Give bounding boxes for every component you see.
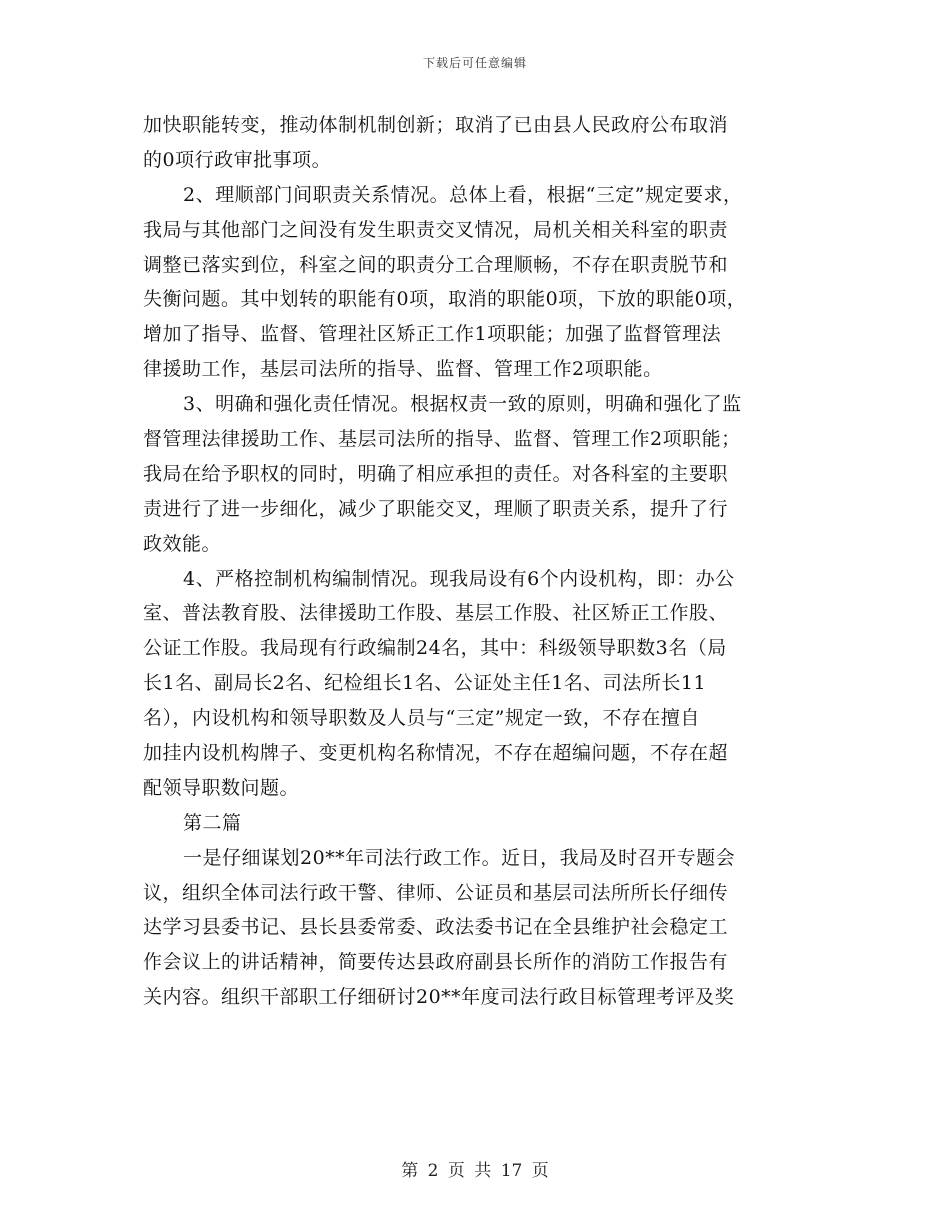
body-text-line: 3、明确和强化责任情况。根据权责一致的原则，明确和强化了监: [183, 393, 742, 416]
body-text-line: 失衡问题。其中划转的职能有0项，取消的职能0项，下放的职能0项，: [143, 288, 747, 311]
body-text-line: 加快职能转变，推动体制机制创新；取消了已由县人民政府公布取消: [143, 114, 729, 136]
document-body: [143, 108, 823, 1015]
body-text-line: 公证工作股。我局现有行政编制24名，其中：科级领导职数3名（局: [143, 637, 727, 660]
body-text-line: 调整已落实到位，科室之间的职责分工合理顺畅，不存在职责脱节和: [143, 253, 729, 276]
body-text-line: 作会议上的讲话精神，简要传达县政府副县长所作的消防工作报告有: [143, 951, 729, 974]
body-text-line: 2、理顺部门间职责关系情况。总体上看，根据“三定”规定要求，: [183, 183, 743, 206]
body-text-line: 加挂内设机构牌子、变更机构名称情况，不存在超编问题，不存在超: [143, 742, 729, 765]
body-text-line: 室、普法教育股、法律援助工作股、基层工作股、社区矫正工作股、: [143, 602, 729, 625]
body-text-line: 政效能。: [143, 532, 222, 555]
body-text-line: 4、严格控制机构编制情况。现我局设有6个内设机构，即：办公: [183, 567, 735, 590]
body-text-line: 第二篇: [183, 811, 242, 834]
body-text-line: 长1名、副局长2名、纪检组长1名、公证处主任1名、司法所长11: [143, 672, 707, 695]
body-text-line: 配领导职数问题。: [143, 776, 300, 799]
body-text-line: 一是仔细谋划20**年司法行政工作。近日，我局及时召开专题会: [183, 846, 736, 869]
body-text-line: 名），内设机构和领导职数及人员与“三定”规定一致，不存在擅自: [143, 707, 700, 730]
body-text-line: 我局在给予职权的同时，明确了相应承担的责任。对各科室的主要职: [143, 462, 729, 485]
body-text-line: 增加了指导、监督、管理社区矫正工作1项职能；加强了监督管理法: [143, 323, 722, 346]
page-number-footer: 第 2 页 共 17 页: [401, 1161, 549, 1181]
body-text-line: 律援助工作，基层司法所的指导、监督、管理工作2项职能。: [143, 358, 663, 381]
body-text-line: 议，组织全体司法行政干警、律师、公证员和基层司法所所长仔细传: [143, 881, 729, 904]
page-header: 下载后可任意编辑: [422, 56, 527, 70]
body-text-line: 达学习县委书记、县长县委常委、政法委书记在全县维护社会稳定工: [143, 916, 729, 939]
body-text-line: 关内容。组织干部职工仔细研讨20**年度司法行政目标管理考评及奖: [143, 986, 735, 1009]
body-text-line: 督管理法律援助工作、基层司法所的指导、监督、管理工作2项职能；: [143, 428, 741, 451]
body-text-line: 我局与其他部门之间没有发生职责交叉情况，局机关相关科室的职责: [143, 218, 729, 241]
body-text-line: 的0项行政审批事项。: [143, 148, 332, 171]
body-text-line: 责进行了进一步细化，减少了职能交叉，理顺了职责关系，提升了行: [143, 497, 729, 520]
